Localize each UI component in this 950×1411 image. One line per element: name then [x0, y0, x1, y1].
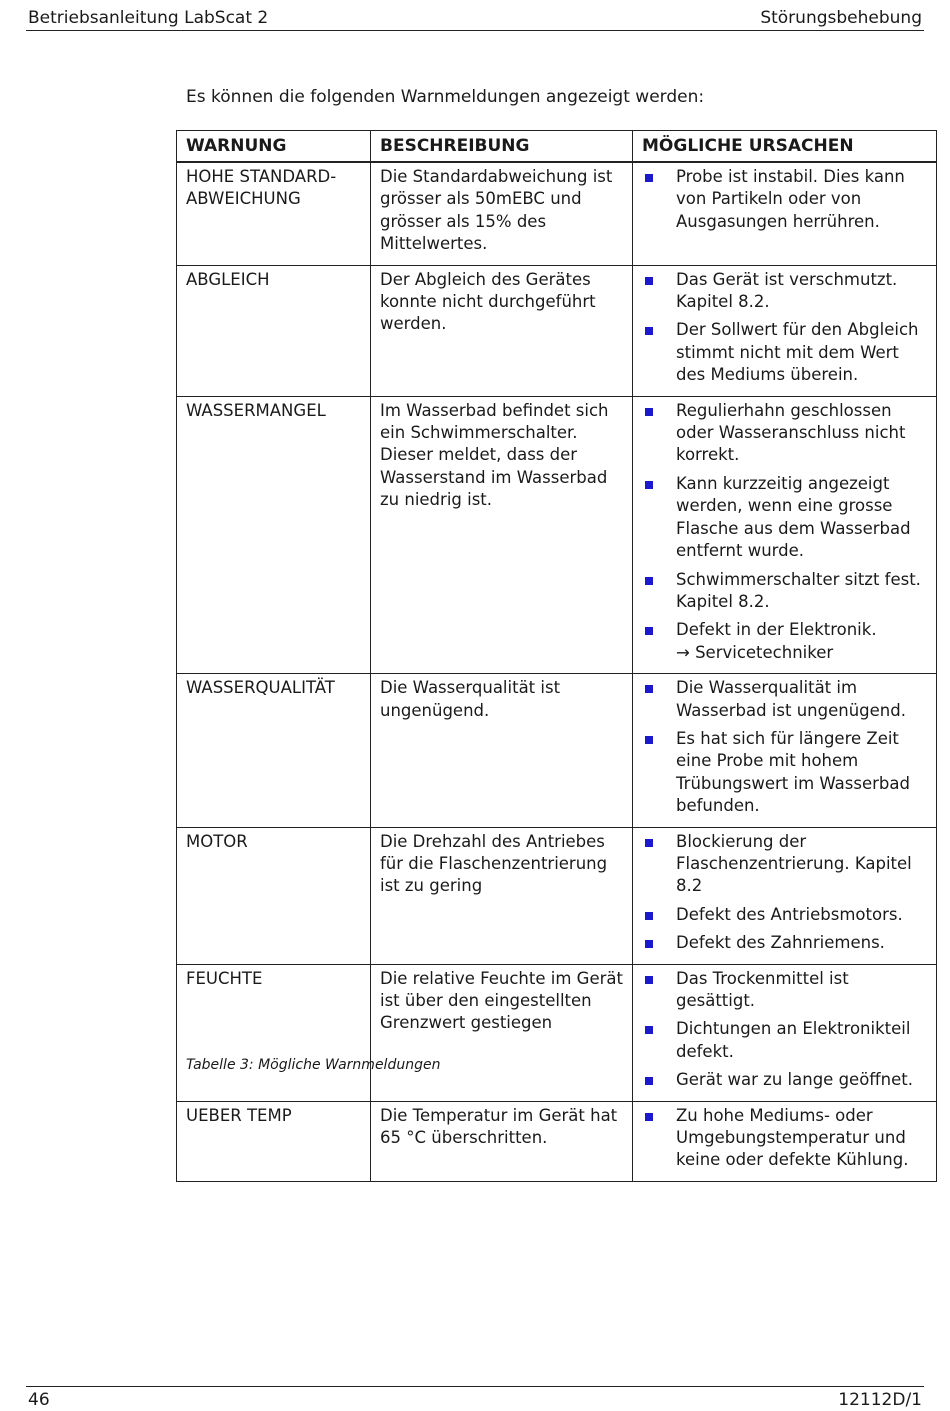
cause-text: Probe ist instabil. Dies kann von Partikeln oder von Ausgasungen herrühren.	[676, 167, 905, 231]
square-bullet-icon	[645, 736, 653, 744]
intro-text: Es können die folgenden Warnmeldungen angezeigt werden:	[186, 87, 705, 107]
table-header-row	[177, 131, 937, 163]
cause-text: Es hat sich für längere Zeit eine Probe mit hohem Trübungswert im Wasserbad befunden.	[676, 728, 910, 816]
table-caption: Tabelle 3: Mögliche Warnmeldungen	[186, 1057, 441, 1073]
warnings-table	[176, 130, 937, 1182]
cause-item	[642, 1018, 927, 1063]
square-bullet-icon	[645, 912, 653, 920]
cause-text: Defekt in der Elektronik. → Servicetechniker	[676, 620, 877, 662]
square-bullet-icon	[645, 839, 653, 847]
cause-item	[642, 473, 927, 563]
warning-description: Die Drehzahl des Antriebes für die Flaschenzentrierung ist zu gering	[371, 827, 633, 964]
warning-description: Die relative Feuchte im Gerät ist über den eingestellten Grenzwert gestiegen	[371, 964, 633, 1101]
square-bullet-icon	[645, 1077, 653, 1085]
table-body	[177, 162, 937, 1181]
cause-text: Defekt des Antriebsmotors.	[676, 904, 903, 924]
table-row	[177, 827, 937, 964]
possible-causes	[633, 162, 937, 265]
cause-item	[642, 728, 927, 818]
possible-causes	[633, 265, 937, 396]
square-bullet-icon	[645, 685, 653, 693]
cause-text: Dichtungen an Elektronikteil defekt.	[676, 1019, 911, 1061]
warning-name: UEBER TEMP	[177, 1101, 371, 1181]
warning-name: HOHE STANDARD- ABWEICHUNG	[177, 162, 371, 265]
table-row	[177, 396, 937, 673]
warning-name: FEUCHTE	[177, 964, 371, 1101]
cause-text: Die Wasserqualität im Wasserbad ist ungenügend.	[676, 678, 906, 720]
table-row	[177, 1101, 937, 1181]
cause-item	[642, 904, 927, 926]
cause-item	[642, 569, 927, 614]
column-header-causes: MÖGLICHE URSACHEN	[633, 131, 937, 163]
warning-name: ABGLEICH	[177, 265, 371, 396]
table-row	[177, 674, 937, 827]
square-bullet-icon	[645, 577, 653, 585]
square-bullet-icon	[645, 481, 653, 489]
warning-name: MOTOR	[177, 827, 371, 964]
cause-text: Der Sollwert für den Abgleich stimmt nicht mit dem Wert des Mediums überein.	[676, 320, 919, 385]
cause-text: Defekt des Zahnriemens.	[676, 933, 885, 953]
warning-description: Die Temperatur im Gerät hat 65 °C überschritten.	[371, 1101, 633, 1181]
column-header-description: BESCHREIBUNG	[371, 131, 633, 163]
cause-item	[642, 831, 927, 898]
square-bullet-icon	[645, 174, 653, 182]
cause-item	[642, 1105, 927, 1172]
cause-text: Das Gerät ist verschmutzt. Kapitel 8.2.	[676, 269, 898, 312]
column-header-warning: WARNUNG	[177, 131, 371, 163]
cause-item	[642, 619, 927, 664]
square-bullet-icon	[645, 327, 653, 335]
square-bullet-icon	[645, 1026, 653, 1034]
page-header	[26, 6, 924, 31]
warning-description: Im Wasserbad befindet sich ein Schwimmerschalter. Dieser meldet, dass der Wasserstand im Wasserbad zu niedrig ist.	[371, 396, 633, 673]
document-number: 12112D/1	[838, 1390, 922, 1410]
possible-causes	[633, 827, 937, 964]
page-footer	[26, 1386, 924, 1409]
possible-causes	[633, 1101, 937, 1181]
cause-text: Kann kurzzeitig angezeigt werden, wenn eine grosse Flasche aus dem Wasserbad entfernt wurde.	[676, 473, 911, 561]
cause-text: Zu hohe Mediums- oder Umgebungstemperatur und keine oder defekte Kühlung.	[676, 1105, 909, 1170]
warning-name: WASSERQUALITÄT	[177, 674, 371, 827]
square-bullet-icon	[645, 976, 653, 984]
cause-text: Blockierung der Flaschenzentrierung. Kapitel 8.2	[676, 831, 912, 896]
page-number: 46	[28, 1390, 50, 1410]
cause-text: Gerät war zu lange geöffnet.	[676, 1070, 913, 1090]
cause-item	[642, 269, 927, 314]
warning-description: Die Wasserqualität ist ungenügend.	[371, 674, 633, 827]
document-title: Betriebsanleitung LabScat 2	[28, 8, 269, 28]
square-bullet-icon	[645, 1113, 653, 1121]
square-bullet-icon	[645, 940, 653, 948]
section-title: Störungsbehebung	[760, 8, 922, 28]
square-bullet-icon	[645, 408, 653, 416]
cause-text: Schwimmerschalter sitzt fest. Kapitel 8.2.	[676, 569, 921, 611]
possible-causes	[633, 964, 937, 1101]
cause-item	[642, 400, 927, 467]
cause-item	[642, 1069, 927, 1091]
square-bullet-icon	[645, 277, 653, 285]
square-bullet-icon	[645, 627, 653, 635]
cause-item	[642, 677, 927, 722]
possible-causes	[633, 674, 937, 827]
warning-name: WASSERMANGEL	[177, 396, 371, 673]
cause-item	[642, 319, 927, 386]
cause-text: Regulierhahn geschlossen oder Wasseranschluss nicht korrekt.	[676, 400, 906, 465]
cause-text: Das Trockenmittel ist gesättigt.	[676, 968, 849, 1010]
table-row	[177, 964, 937, 1101]
warning-description: Der Abgleich des Gerätes konnte nicht durchgeführt werden.	[371, 265, 633, 396]
cause-item	[642, 166, 927, 233]
possible-causes	[633, 396, 937, 673]
table-row	[177, 162, 937, 265]
table-row	[177, 265, 937, 396]
cause-item	[642, 968, 927, 1013]
cause-item	[642, 932, 927, 954]
warning-description: Die Standardabweichung ist grösser als 50mEBC und grösser als 15% des Mittelwertes.	[371, 162, 633, 265]
